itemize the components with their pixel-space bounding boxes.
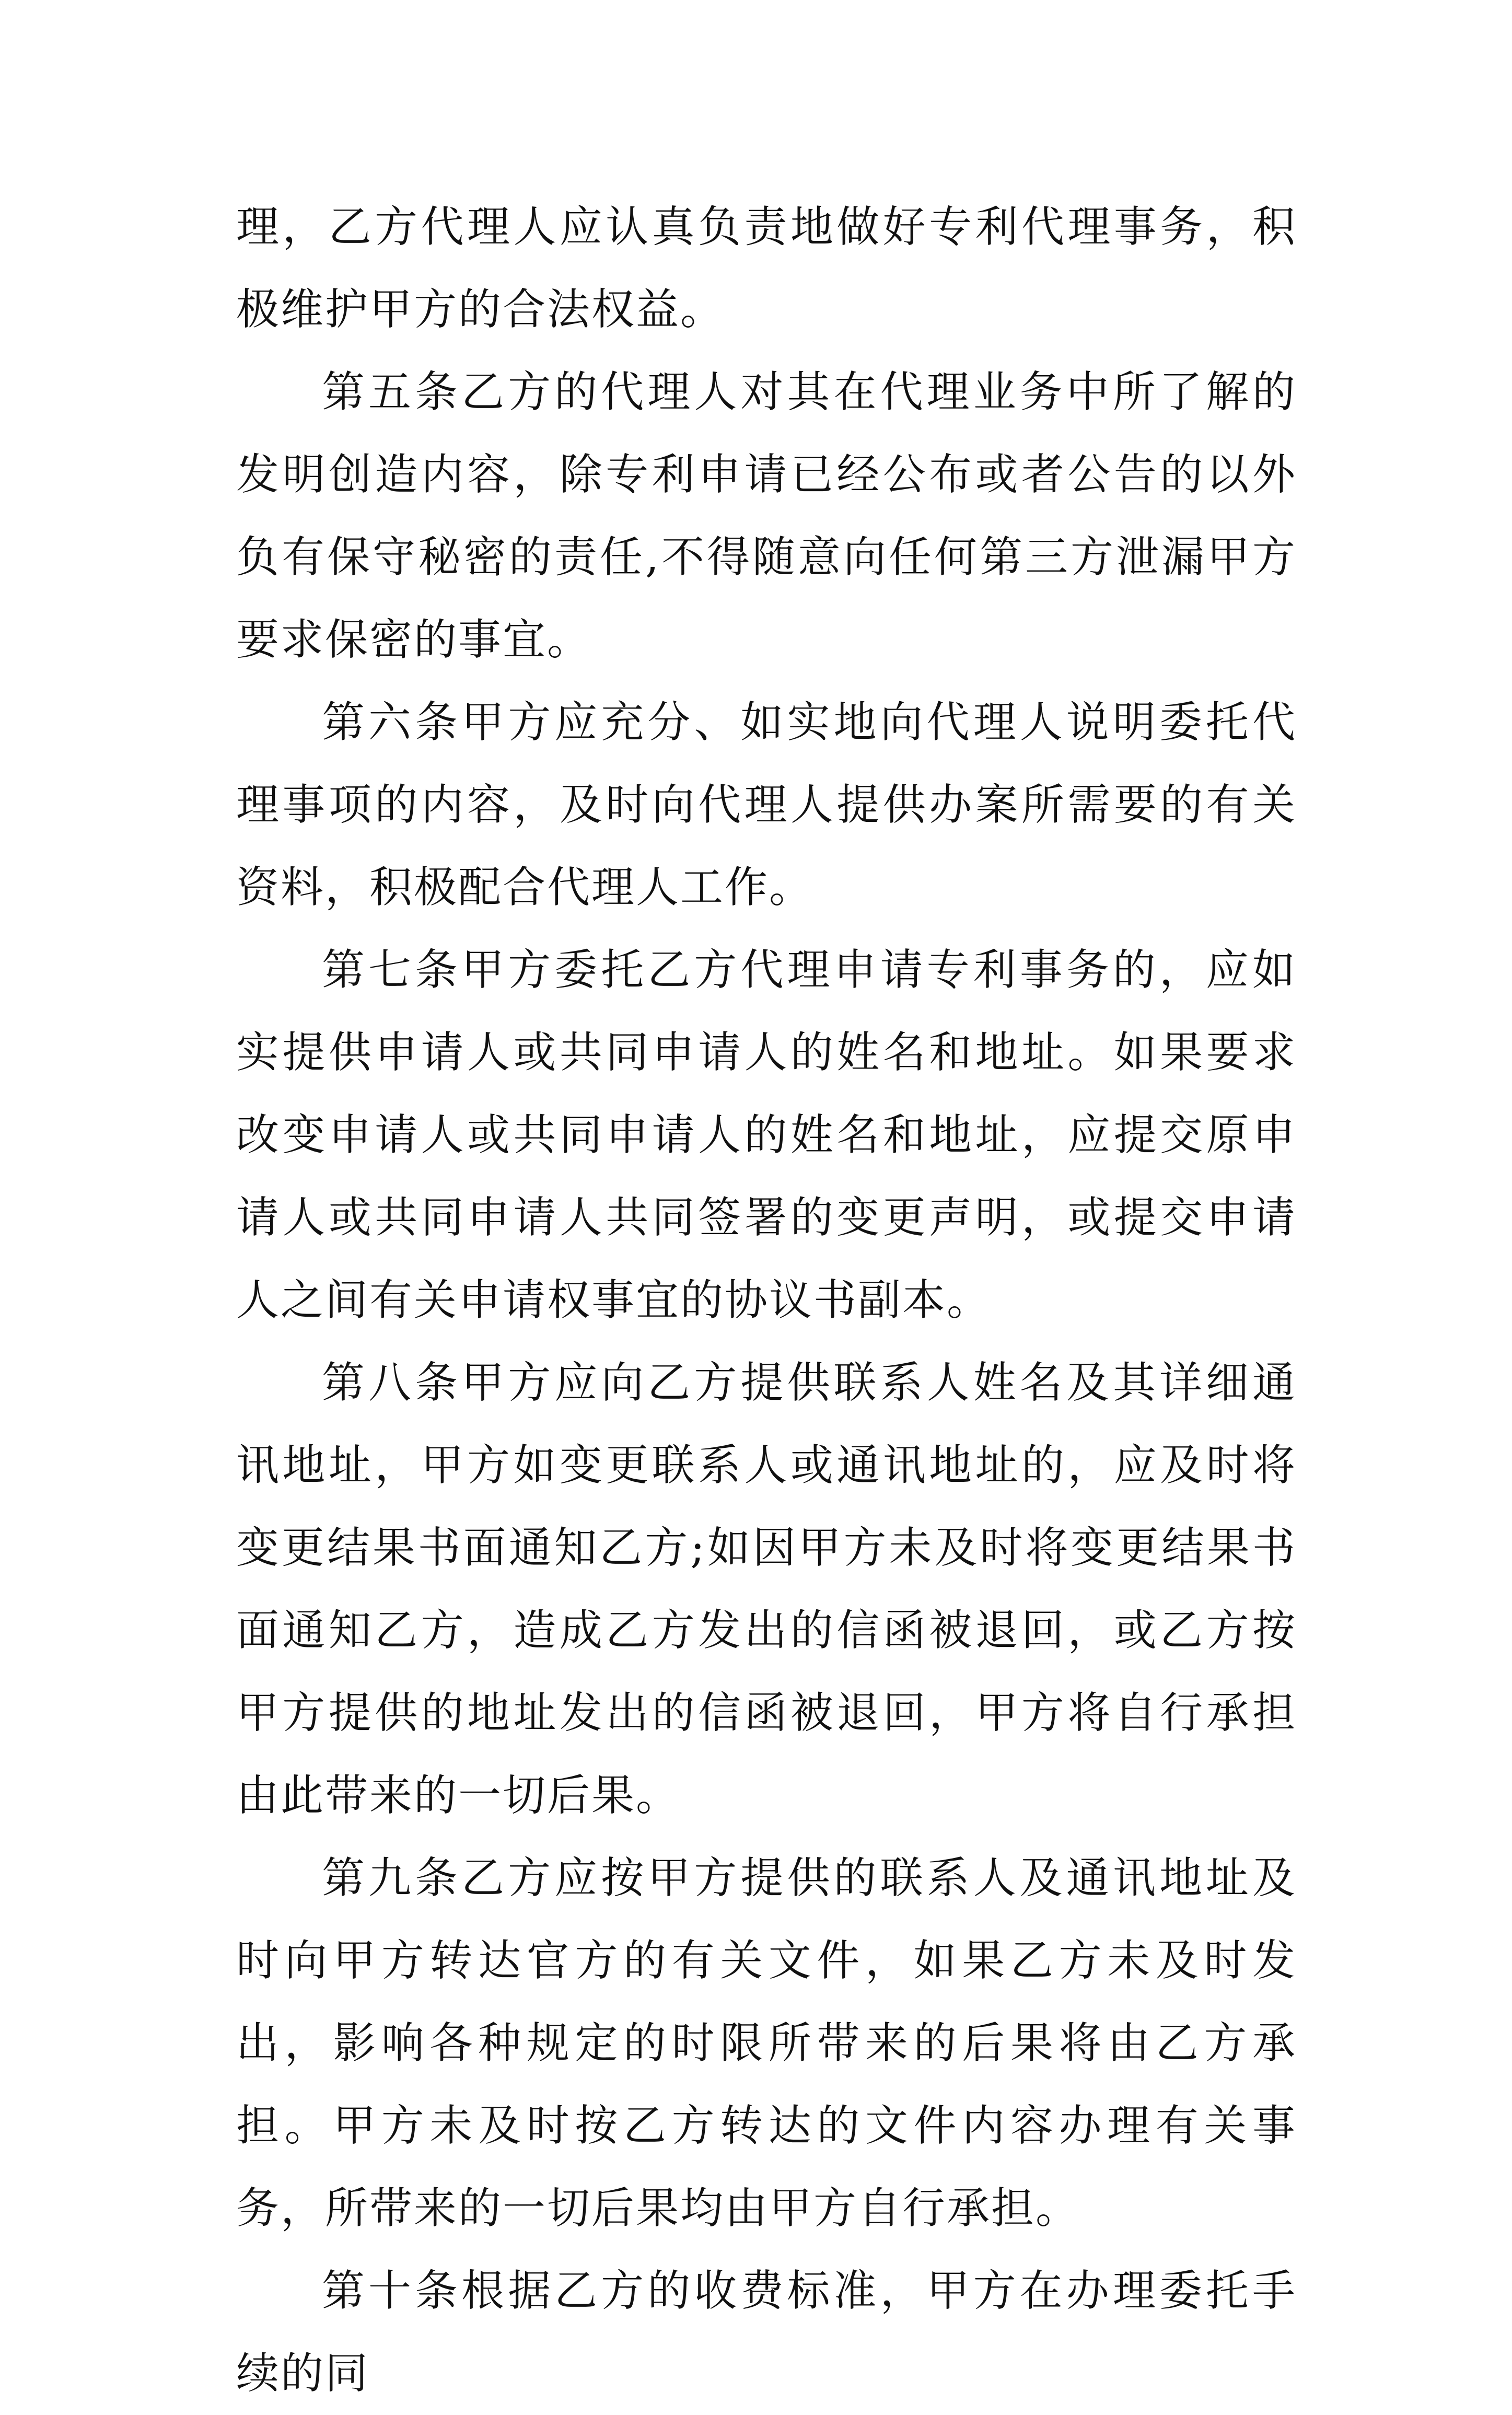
paragraph-article-8: 第八条甲方应向乙方提供联系人姓名及其详细通讯地址，甲方如变更联系人或通讯地址的，应及时将变更结果书面通知乙方;如因甲方未及时将变更结果书面通知乙方，造成乙方发出的信函被退回，或乙方按甲方提供的地址发出的信函被退回，甲方将自行承担由此带来的一切后果。: [236, 1358, 1297, 1820]
document-body: [236, 186, 1297, 2415]
paragraph-article-7: 第七条甲方委托乙方代理申请专利事务的，应如实提供申请人或共同申请人的姓名和地址。如果要求改变申请人或共同申请人的姓名和地址，应提交原申请人或共同申请人共同签署的变更声明，或提交申请人之间有关申请权事宜的协议书副本。: [236, 945, 1297, 1325]
paragraph-article-5: 第五条乙方的代理人对其在代理业务中所了解的发明创造内容，除专利申请已经公布或者公告的以外负有保守秘密的责任,不得随意向任何第三方泄漏甲方要求保密的事宜。: [236, 367, 1297, 665]
paragraph-article-10: 第十条根据乙方的收费标准，甲方在办理委托手续的同: [236, 2266, 1297, 2398]
paragraph-article-9: 第九条乙方应按甲方提供的联系人及通讯地址及时向甲方转达官方的有关文件，如果乙方未及时发出，影响各种规定的时限所带来的后果将由乙方承担。甲方未及时按乙方转达的文件内容办理有关事务，所带来的一切后果均由甲方自行承担。: [236, 1853, 1297, 2233]
paragraph-continued: 理，乙方代理人应认真负责地做好专利代理事务，积极维护甲方的合法权益。: [236, 202, 1297, 334]
paragraph-article-6: 第六条甲方应充分、如实地向代理人说明委托代理事项的内容，及时向代理人提供办案所需要的有关资料，积极配合代理人工作。: [236, 698, 1297, 912]
